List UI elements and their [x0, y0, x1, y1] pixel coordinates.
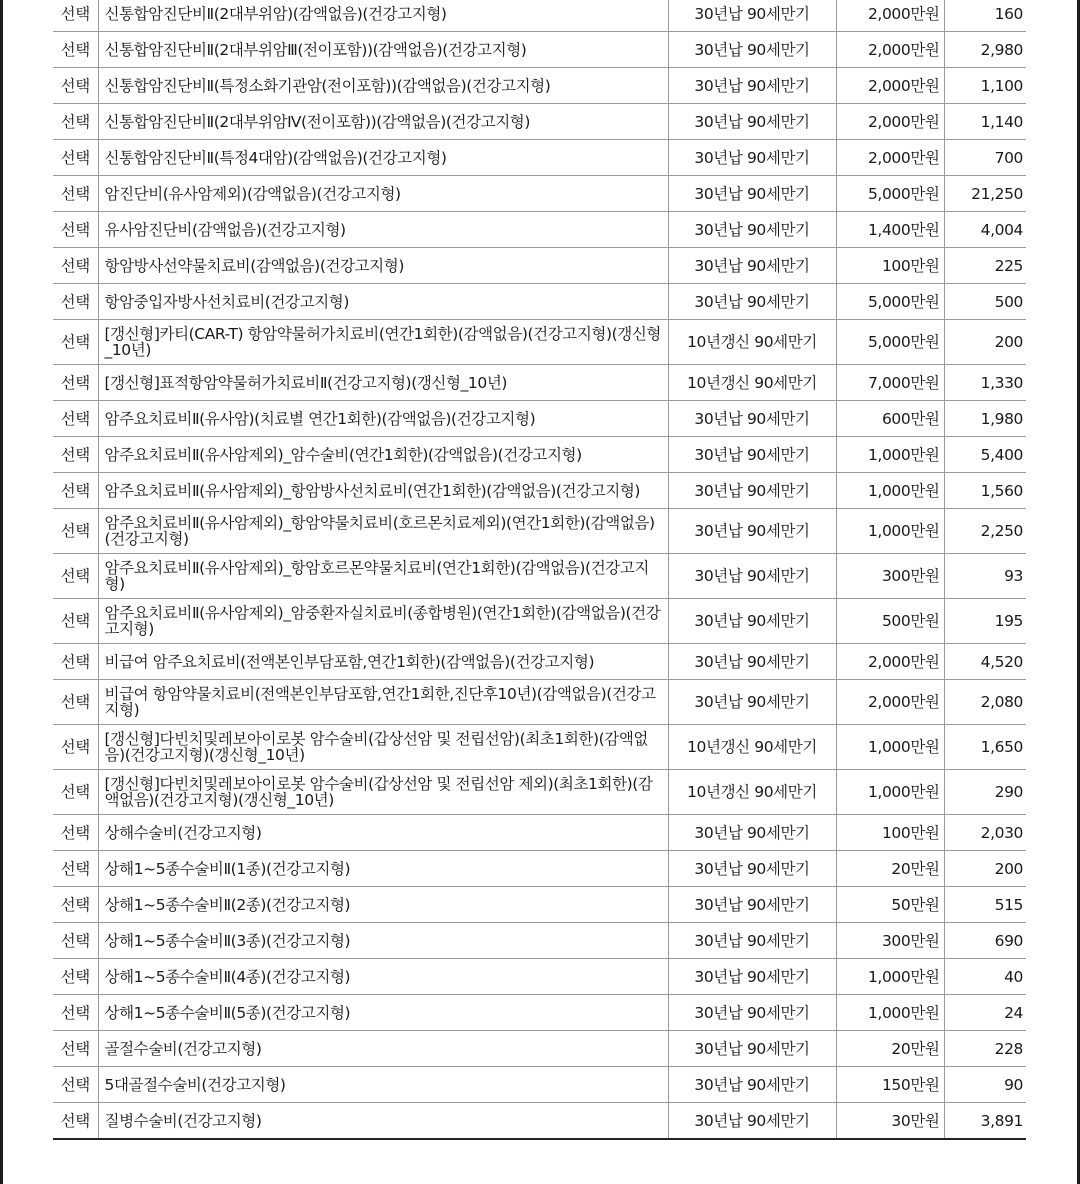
coverage-name-cell: 신통합암진단비Ⅱ(특정4대암)(감액없음)(건강고지형) [98, 140, 668, 176]
premium-cell: 4,004 [944, 212, 1026, 248]
table-row [53, 815, 1026, 851]
coverage-name-cell: [갱신형]표적항암약물허가치료비Ⅱ(건강고지형)(갱신형_10년) [98, 365, 668, 401]
row-type-cell: 선택 [53, 1103, 98, 1140]
amount-cell: 1,000만원 [836, 437, 944, 473]
coverage-name-cell: 상해1~5종수술비Ⅱ(4종)(건강고지형) [98, 959, 668, 995]
term-cell: 30년납 90세만기 [668, 680, 836, 725]
coverage-name-cell: 상해1~5종수술비Ⅱ(1종)(건강고지형) [98, 851, 668, 887]
amount-cell: 50만원 [836, 887, 944, 923]
table-row [53, 1103, 1026, 1140]
table-row [53, 140, 1026, 176]
row-type-cell: 선택 [53, 1031, 98, 1067]
amount-cell: 300만원 [836, 923, 944, 959]
amount-cell: 2,000만원 [836, 0, 944, 32]
amount-cell: 20만원 [836, 851, 944, 887]
term-cell: 30년납 90세만기 [668, 0, 836, 32]
amount-cell: 7,000만원 [836, 365, 944, 401]
premium-cell: 4,520 [944, 644, 1026, 680]
amount-cell: 300만원 [836, 554, 944, 599]
premium-cell: 700 [944, 140, 1026, 176]
term-cell: 10년갱신 90세만기 [668, 770, 836, 815]
amount-cell: 1,000만원 [836, 770, 944, 815]
row-type-cell: 선택 [53, 320, 98, 365]
term-cell: 10년갱신 90세만기 [668, 725, 836, 770]
term-cell: 30년납 90세만기 [668, 140, 836, 176]
row-type-cell: 선택 [53, 599, 98, 644]
row-type-cell: 선택 [53, 212, 98, 248]
table-row [53, 554, 1026, 599]
amount-cell: 100만원 [836, 248, 944, 284]
term-cell: 30년납 90세만기 [668, 176, 836, 212]
premium-cell: 90 [944, 1067, 1026, 1103]
term-cell: 30년납 90세만기 [668, 212, 836, 248]
row-type-cell: 선택 [53, 887, 98, 923]
term-cell: 30년납 90세만기 [668, 851, 836, 887]
term-cell: 30년납 90세만기 [668, 554, 836, 599]
table-row [53, 320, 1026, 365]
row-type-cell: 선택 [53, 401, 98, 437]
coverage-name-cell: 암주요치료비Ⅱ(유사암제외)_항암호르몬약물치료비(연간1회한)(감액없음)(건강고지형) [98, 554, 668, 599]
amount-cell: 2,000만원 [836, 104, 944, 140]
term-cell: 30년납 90세만기 [668, 995, 836, 1031]
amount-cell: 2,000만원 [836, 32, 944, 68]
row-type-cell: 선택 [53, 644, 98, 680]
table-row [53, 32, 1026, 68]
table-row [53, 995, 1026, 1031]
amount-cell: 600만원 [836, 401, 944, 437]
coverage-name-cell: 항암중입자방사선치료비(건강고지형) [98, 284, 668, 320]
table-row [53, 1031, 1026, 1067]
amount-cell: 1,000만원 [836, 959, 944, 995]
term-cell: 30년납 90세만기 [668, 1103, 836, 1140]
premium-cell: 225 [944, 248, 1026, 284]
term-cell: 30년납 90세만기 [668, 815, 836, 851]
premium-cell: 1,980 [944, 401, 1026, 437]
amount-cell: 1,000만원 [836, 995, 944, 1031]
premium-cell: 290 [944, 770, 1026, 815]
coverage-name-cell: 유사암진단비(감액없음)(건강고지형) [98, 212, 668, 248]
premium-cell: 2,250 [944, 509, 1026, 554]
amount-cell: 2,000만원 [836, 68, 944, 104]
premium-cell: 500 [944, 284, 1026, 320]
coverage-name-cell: 5대골절수술비(건강고지형) [98, 1067, 668, 1103]
table-row [53, 1067, 1026, 1103]
coverage-name-cell: 비급여 항암약물치료비(전액본인부담포함,연간1회한,진단후10년)(감액없음)(건강고지형) [98, 680, 668, 725]
row-type-cell: 선택 [53, 509, 98, 554]
amount-cell: 1,400만원 [836, 212, 944, 248]
row-type-cell: 선택 [53, 32, 98, 68]
premium-cell: 1,650 [944, 725, 1026, 770]
coverage-table-body [53, 0, 1026, 1139]
amount-cell: 100만원 [836, 815, 944, 851]
amount-cell: 5,000만원 [836, 320, 944, 365]
premium-cell: 690 [944, 923, 1026, 959]
coverage-name-cell: 항암방사선약물치료비(감액없음)(건강고지형) [98, 248, 668, 284]
term-cell: 30년납 90세만기 [668, 1031, 836, 1067]
coverage-name-cell: 암진단비(유사암제외)(감액없음)(건강고지형) [98, 176, 668, 212]
term-cell: 30년납 90세만기 [668, 1067, 836, 1103]
coverage-table [53, 0, 1026, 1140]
table-row [53, 473, 1026, 509]
coverage-name-cell: 상해수술비(건강고지형) [98, 815, 668, 851]
term-cell: 30년납 90세만기 [668, 644, 836, 680]
coverage-name-cell: [갱신형]다빈치및레보아이로봇 암수술비(갑상선암 및 전립선암)(최초1회한)(감액없음)(건강고지형)(갱신형_10년) [98, 725, 668, 770]
premium-cell: 228 [944, 1031, 1026, 1067]
term-cell: 30년납 90세만기 [668, 32, 836, 68]
term-cell: 30년납 90세만기 [668, 437, 836, 473]
term-cell: 30년납 90세만기 [668, 473, 836, 509]
amount-cell: 20만원 [836, 1031, 944, 1067]
table-row [53, 68, 1026, 104]
amount-cell: 1,000만원 [836, 473, 944, 509]
amount-cell: 5,000만원 [836, 284, 944, 320]
row-type-cell: 선택 [53, 437, 98, 473]
row-type-cell: 선택 [53, 770, 98, 815]
premium-cell: 195 [944, 599, 1026, 644]
row-type-cell: 선택 [53, 995, 98, 1031]
table-row [53, 176, 1026, 212]
row-type-cell: 선택 [53, 554, 98, 599]
table-row [53, 248, 1026, 284]
coverage-name-cell: [갱신형]카티(CAR-T) 항암약물허가치료비(연간1회한)(감액없음)(건강고지형)(갱신형_10년) [98, 320, 668, 365]
coverage-name-cell: [갱신형]다빈치및레보아이로봇 암수술비(갑상선암 및 전립선암 제외)(최초1회한)(감액없음)(건강고지형)(갱신형_10년) [98, 770, 668, 815]
coverage-name-cell: 신통합암진단비Ⅱ(2대부위암)(감액없음)(건강고지형) [98, 0, 668, 32]
amount-cell: 150만원 [836, 1067, 944, 1103]
premium-cell: 93 [944, 554, 1026, 599]
amount-cell: 30만원 [836, 1103, 944, 1140]
table-row [53, 923, 1026, 959]
row-type-cell: 선택 [53, 140, 98, 176]
row-type-cell: 선택 [53, 959, 98, 995]
term-cell: 30년납 90세만기 [668, 68, 836, 104]
amount-cell: 2,000만원 [836, 680, 944, 725]
row-type-cell: 선택 [53, 815, 98, 851]
premium-cell: 2,030 [944, 815, 1026, 851]
row-type-cell: 선택 [53, 725, 98, 770]
row-type-cell: 선택 [53, 176, 98, 212]
coverage-name-cell: 암주요치료비Ⅱ(유사암제외)_항암약물치료비(호르몬치료제외)(연간1회한)(감액없음)(건강고지형) [98, 509, 668, 554]
table-row [53, 104, 1026, 140]
coverage-name-cell: 비급여 암주요치료비(전액본인부담포함,연간1회한)(감액없음)(건강고지형) [98, 644, 668, 680]
amount-cell: 2,000만원 [836, 644, 944, 680]
term-cell: 10년갱신 90세만기 [668, 320, 836, 365]
premium-cell: 21,250 [944, 176, 1026, 212]
term-cell: 30년납 90세만기 [668, 284, 836, 320]
row-type-cell: 선택 [53, 284, 98, 320]
coverage-name-cell: 암주요치료비Ⅱ(유사암)(치료별 연간1회한)(감액없음)(건강고지형) [98, 401, 668, 437]
premium-cell: 40 [944, 959, 1026, 995]
row-type-cell: 선택 [53, 0, 98, 32]
coverage-name-cell: 신통합암진단비Ⅱ(2대부위암Ⅳ(전이포함))(감액없음)(건강고지형) [98, 104, 668, 140]
table-row [53, 284, 1026, 320]
amount-cell: 2,000만원 [836, 140, 944, 176]
term-cell: 30년납 90세만기 [668, 248, 836, 284]
term-cell: 30년납 90세만기 [668, 104, 836, 140]
coverage-name-cell: 질병수술비(건강고지형) [98, 1103, 668, 1140]
table-row [53, 0, 1026, 32]
coverage-name-cell: 암주요치료비Ⅱ(유사암제외)_암수술비(연간1회한)(감액없음)(건강고지형) [98, 437, 668, 473]
premium-cell: 200 [944, 851, 1026, 887]
premium-cell: 1,140 [944, 104, 1026, 140]
premium-cell: 2,080 [944, 680, 1026, 725]
row-type-cell: 선택 [53, 1067, 98, 1103]
amount-cell: 1,000만원 [836, 725, 944, 770]
row-type-cell: 선택 [53, 365, 98, 401]
table-row [53, 680, 1026, 725]
coverage-name-cell: 상해1~5종수술비Ⅱ(2종)(건강고지형) [98, 887, 668, 923]
table-row [53, 887, 1026, 923]
premium-cell: 1,330 [944, 365, 1026, 401]
amount-cell: 1,000만원 [836, 509, 944, 554]
amount-cell: 500만원 [836, 599, 944, 644]
premium-cell: 5,400 [944, 437, 1026, 473]
table-row [53, 770, 1026, 815]
premium-cell: 3,891 [944, 1103, 1026, 1140]
table-row [53, 851, 1026, 887]
coverage-name-cell: 암주요치료비Ⅱ(유사암제외)_항암방사선치료비(연간1회한)(감액없음)(건강고지형) [98, 473, 668, 509]
table-row [53, 365, 1026, 401]
table-row [53, 212, 1026, 248]
premium-cell: 515 [944, 887, 1026, 923]
table-row [53, 599, 1026, 644]
premium-cell: 1,100 [944, 68, 1026, 104]
coverage-name-cell: 상해1~5종수술비Ⅱ(3종)(건강고지형) [98, 923, 668, 959]
term-cell: 30년납 90세만기 [668, 959, 836, 995]
row-type-cell: 선택 [53, 104, 98, 140]
term-cell: 30년납 90세만기 [668, 509, 836, 554]
coverage-name-cell: 신통합암진단비Ⅱ(2대부위암Ⅲ(전이포함))(감액없음)(건강고지형) [98, 32, 668, 68]
table-row [53, 959, 1026, 995]
coverage-name-cell: 암주요치료비Ⅱ(유사암제외)_암중환자실치료비(종합병원)(연간1회한)(감액없음)(건강고지형) [98, 599, 668, 644]
coverage-name-cell: 신통합암진단비Ⅱ(특정소화기관암(전이포함))(감액없음)(건강고지형) [98, 68, 668, 104]
row-type-cell: 선택 [53, 851, 98, 887]
premium-cell: 160 [944, 0, 1026, 32]
table-row [53, 437, 1026, 473]
row-type-cell: 선택 [53, 248, 98, 284]
premium-cell: 2,980 [944, 32, 1026, 68]
table-row [53, 509, 1026, 554]
row-type-cell: 선택 [53, 473, 98, 509]
row-type-cell: 선택 [53, 680, 98, 725]
table-row [53, 725, 1026, 770]
term-cell: 30년납 90세만기 [668, 401, 836, 437]
term-cell: 30년납 90세만기 [668, 923, 836, 959]
row-type-cell: 선택 [53, 68, 98, 104]
amount-cell: 5,000만원 [836, 176, 944, 212]
premium-cell: 200 [944, 320, 1026, 365]
row-type-cell: 선택 [53, 923, 98, 959]
term-cell: 10년갱신 90세만기 [668, 365, 836, 401]
premium-cell: 1,560 [944, 473, 1026, 509]
coverage-name-cell: 상해1~5종수술비Ⅱ(5종)(건강고지형) [98, 995, 668, 1031]
premium-cell: 24 [944, 995, 1026, 1031]
table-row [53, 644, 1026, 680]
term-cell: 30년납 90세만기 [668, 599, 836, 644]
table-row [53, 401, 1026, 437]
coverage-name-cell: 골절수술비(건강고지형) [98, 1031, 668, 1067]
term-cell: 30년납 90세만기 [668, 887, 836, 923]
left-edge-bar [0, 0, 3, 1184]
